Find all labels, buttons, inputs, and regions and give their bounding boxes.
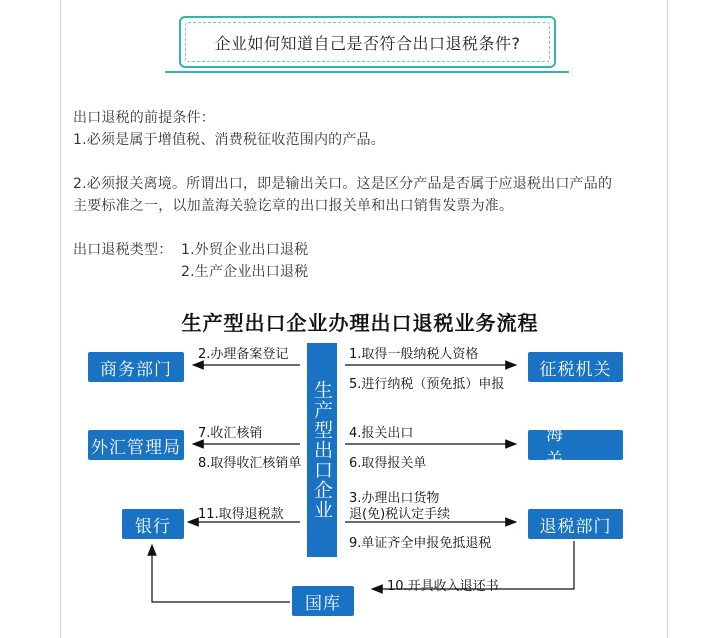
label-tax-declaration: 5.进行纳税（预免抵）申报	[349, 377, 505, 392]
node-customs: 海 关	[528, 430, 623, 460]
label-refund-receive: 11.取得退税款	[198, 507, 284, 522]
label-export-declare: 4.报关出口	[349, 426, 414, 441]
prereq-heading: 出口退税的前提条件：	[73, 110, 215, 126]
condition-2-line-1: 2.必须报关离境。所谓出口，即是输出关口。这是区分产品是否属于应退税出口产品的	[73, 176, 613, 192]
label-forex-verify: 7.收汇核销	[198, 426, 263, 441]
node-center-enterprise: 生产型出口企业	[307, 343, 337, 557]
label-customs-form: 6.取得报关单	[349, 456, 427, 471]
label-refund-slip: 10.开具收入退还书	[387, 579, 499, 594]
node-bank: 银行	[122, 509, 184, 539]
label-taxpayer-status: 1.取得一般纳税人资格	[349, 347, 479, 362]
type-1: 1.外贸企业出口退税	[181, 242, 309, 258]
node-treasury: 国库	[292, 586, 354, 616]
label-docs-declare: 9.单证齐全申报免抵退税	[349, 536, 492, 551]
article-title: 企业如何知道自己是否符合出口退税条件?	[185, 22, 550, 62]
label-register: 2.办理备案登记	[198, 347, 289, 362]
label-exemption-procedure: 退(免)税认定手续	[349, 507, 451, 522]
node-tax-bureau: 征税机关	[528, 352, 623, 382]
node-refund-dept: 退税部门	[528, 509, 623, 539]
label-export-goods: 3.办理出口货物	[349, 491, 440, 506]
arrow-treasury-to-bank	[152, 545, 290, 602]
label-forex-slip: 8.取得收汇核销单	[198, 456, 302, 471]
condition-1: 1.必须是属于增值税、消费税征收范围内的产品。	[73, 132, 385, 148]
node-forex: 外汇管理局	[88, 430, 184, 460]
flowchart-title: 生产型出口企业办理出口退税业务流程	[181, 311, 539, 335]
condition-2-line-2: 主要标准之一，以加盖海关验讫章的出口报关单和出口销售发票为准。	[73, 198, 514, 214]
types-label: 出口退税类型：	[73, 242, 173, 258]
node-commerce: 商务部门	[88, 352, 184, 382]
type-2: 2.生产企业出口退税	[181, 264, 309, 280]
